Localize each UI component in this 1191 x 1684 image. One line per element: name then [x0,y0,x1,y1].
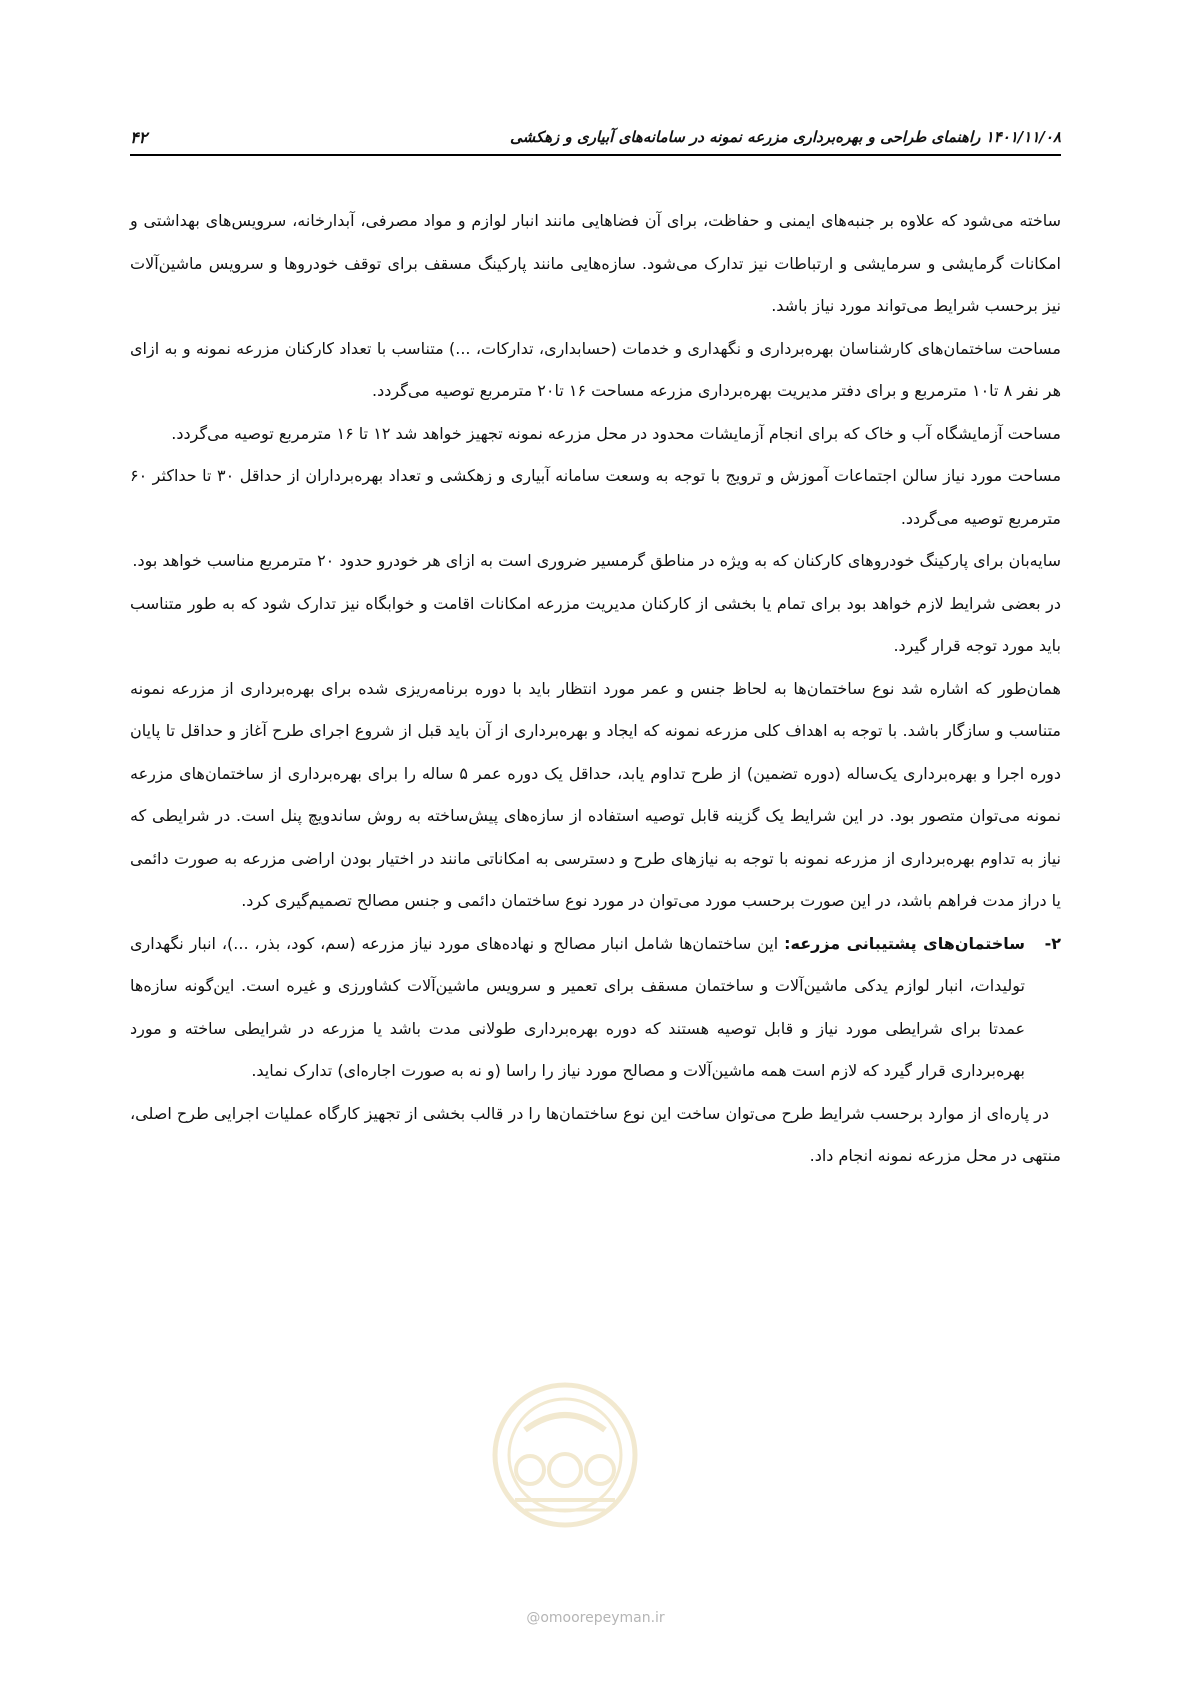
watermark-seal-icon [475,1375,655,1535]
list-term: ساختمان‌های پشتیبانی مزرعه: [784,933,1026,953]
paragraph: سایه‌بان برای پارکینگ خودروهای کارکنان که به ویژه در مناطق گرمسیر ضروری است به ازای هر خودرو حدود ۲۰ مترمربع مناسب خواهد بود. [132,551,1061,570]
paragraph: مساحت مورد نیاز سالن اجتماعات آموزش و ترویج با توجه به وسعت سامانه آبیاری و زهکشی و تعداد بهره‌برداران از حداقل ۳۰ تا حداکثر ۶۰ مترمربع توصیه می‌گردد. [130,466,1062,528]
paragraph: مساحت ساختمان‌های کارشناسان بهره‌برداری و نگهداری و خدمات (حسابداری، تدارکات، ...) متناسب با تعداد کارکنان مزرعه نمونه و به ازای هر نفر ۸ تا۱۰ مترمربع و برای دفتر مدیریت بهره‌برداری مزرعه مساحت ۱۶ تا۲۰ مترمربع توصیه می‌گردد. [130,338,1061,400]
closing-paragraph: در پاره‌ای از موارد برحسب شرایط طرح می‌توان ساخت این نوع ساختمان‌ها را در قالب بخشی از تجهیز کارگاه عملیات اجرایی طرح اصلی، منتهی در محل مزرعه نمونه انجام داد. [130,1103,1061,1165]
list-text: این ساختمان‌ها شامل انبار مصالح و نهاده‌های مورد نیاز مزرعه (سم، کود، بذر، ...)، انبار نگهداری تولیدات، انبار لوازم یدکی ماشین‌آلات و ساختمان مسقف برای تعمیر و سرویس ماشین‌آلات کشاورزی و غیره است. این‌گونه سازه‌ها عمدتا برای شرایطی مورد نیاز و قابل توصیه هستند که دوره بهره‌برداری طولانی مدت باشد یا مزرعه در شرایطی ساخته و مورد بهره‌برداری قرار گیرد که لازم است همه ماشین‌آلات و مصالح مورد نیاز را راسا (و نه به صورت اجاره‌ای) تدارک نماید. [130,933,1025,1080]
list-number: ۲- [1044,933,1061,953]
page-body [130,200,1061,1178]
list-item [130,923,1061,1093]
paragraph: همان‌طور که اشاره شد نوع ساختمان‌ها به لحاظ جنس و عمر مورد انتظار باید با دوره برنامه‌ریزی شده برای بهره‌برداری از مزرعه نمونه متناسب و سازگار باشد. با توجه به اهداف کلی مزرعه نمونه که ایجاد و بهره‌برداری از آن باید قبل از شروع اجرای طرح آغاز و حداقل تا پایان دوره اجرا و بهره‌برداری یک‌ساله (دوره تضمین) از طرح تداوم یابد، حداقل یک دوره عمر ۵ ساله را برای بهره‌برداری از ساختمان‌های مزرعه نمونه می‌توان متصور بود. در این شرایط یک گزینه قابل توصیه استفاده از سازه‌های پیش‌ساخته به روش ساندویچ پنل است. در شرایطی که نیاز به تداوم بهره‌برداری از مزرعه نمونه با توجه به نیازهای طرح و دسترسی به امکاناتی مانند در اختیار بودن اراضی مزرعه به صورت دائمی یا دراز مدت فراهم باشد، در این صورت برحسب مورد می‌توان در مورد نوع ساختمان دائمی و جنس مصالح تصمیم‌گیری کرد. [130,678,1062,910]
watermark-text: @omoorepeyman.ir [526,1610,665,1626]
paragraph: مساحت آزمایشگاه آب و خاک که برای انجام آزمایشات محدود در محل مزرعه نمونه تجهیز خواهد شد ۱۲ تا ۱۶ مترمربع توصیه می‌گردد. [171,423,1061,443]
paragraph: در بعضی شرایط لازم خواهد بود برای تمام یا بخشی از کارکنان مدیریت مزرعه امکانات اقامت و خوابگاه نیز تدارک شود که به طور متناسب باید مورد توجه قرار گیرد. [130,593,1061,655]
paragraph: ساخته می‌شود که علاوه بر جنبه‌های ایمنی و حفاظت، برای آن فضاهایی مانند انبار لوازم و مواد مصرفی، آبدارخانه، سرویس‌های بهداشتی و امکانات گرمایشی و سرمایشی و ارتباطات نیز تدارک می‌شود. سازه‌هایی مانند پارکینگ مسقف برای توقف خودروها و سرویس ماشین‌آلات نیز برحسب شرایط می‌تواند مورد نیاز باشد. [130,211,1061,315]
page-header [130,120,1061,156]
running-title: ۱۴۰۱/۱۱/۰۸ راهنمای طراحی و بهره‌برداری مزرعه نمونه در سامانه‌های آبیاری و زهکشی [509,128,1061,146]
page-number: ۴۲ [130,127,148,147]
